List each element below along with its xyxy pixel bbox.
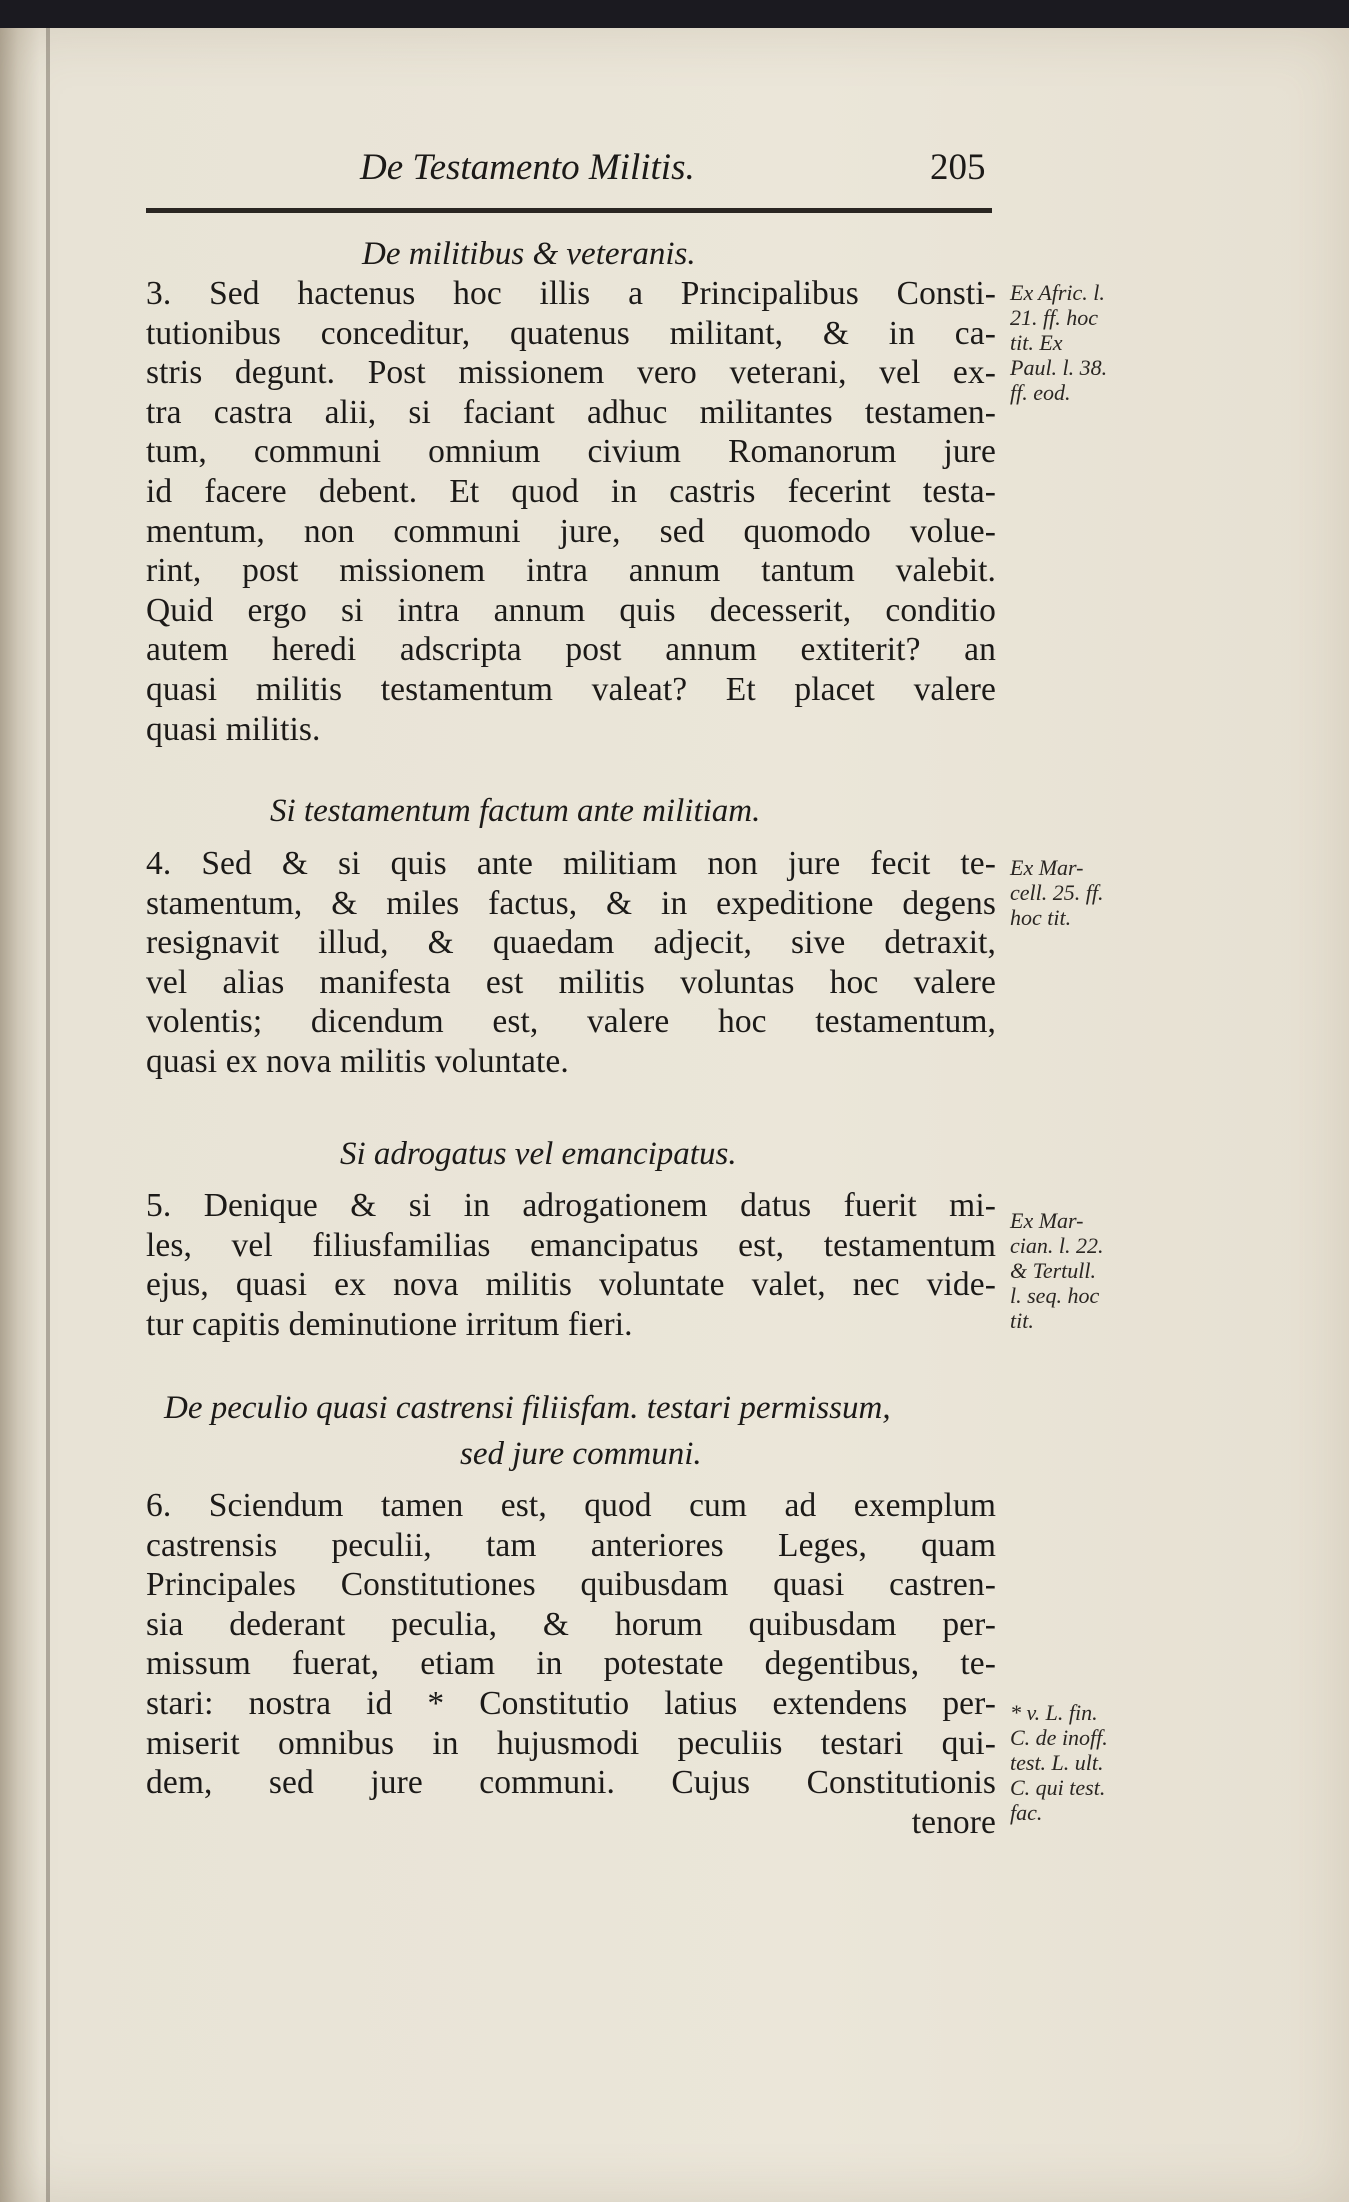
section-heading: Si adrogatus vel emancipatus. — [340, 1136, 737, 1172]
text-line: tra castra alii, si faciant adhuc militantes testamen- — [146, 393, 996, 431]
text-line: castrensis peculii, tam anteriores Leges, quam — [146, 1526, 996, 1564]
margin-note: Ex Mar- cell. 25. ff. hoc tit. — [1010, 855, 1104, 930]
text-line: quasi ex nova militis voluntate. — [146, 1042, 569, 1080]
text-line: dem, sed jure communi. Cujus Constitutionis — [146, 1764, 996, 1802]
paragraph-5 — [146, 1186, 996, 1344]
text-line: resignavit illud, & quaedam adjecit, sive detraxit, — [146, 924, 996, 962]
text-line: stris degunt. Post missionem vero veterani, vel ex- — [146, 354, 996, 392]
text-line: stari: nostra id * Constitutio latius extendens per- — [146, 1684, 996, 1722]
running-head: De Testamento Militis. — [360, 147, 695, 188]
text-line: tur capitis deminutione irritum fieri. — [146, 1305, 633, 1343]
text-line: Principales Constitutiones quibusdam quasi castren- — [146, 1566, 996, 1604]
margin-note: Ex Afric. l. 21. ff. hoc tit. Ex Paul. l. 38. ff. eod. — [1010, 280, 1108, 405]
paragraph-6 — [146, 1486, 996, 1842]
text-line: missum fuerat, etiam in potestate degentibus, te- — [146, 1645, 996, 1683]
text-line: sia dederant peculia, & horum quibusdam per- — [146, 1605, 996, 1643]
catchword: tenore — [911, 1803, 996, 1841]
text-line: vel alias manifesta est militis voluntas hoc valere — [146, 963, 996, 1001]
margin-note: * v. L. fin. C. de inoff. test. L. ult. C. qui test. fac. — [1010, 1700, 1108, 1825]
text-line: ejus, quasi ex nova militis voluntate valet, nec vide- — [146, 1266, 996, 1304]
text-line: 6. Sciendum tamen est, quod cum ad exemplum — [146, 1487, 996, 1524]
margin-note: Ex Mar- cian. l. 22. & Tertull. l. seq. hoc tit. — [1010, 1208, 1104, 1333]
text-line: id facere debent. Et quod in castris fecerint testa- — [146, 472, 996, 510]
paragraph-3 — [146, 274, 996, 749]
text-line: Quid ergo si intra annum quis decesserit, conditio — [146, 591, 996, 629]
text-line: tutionibus conceditur, quatenus militant, & in ca- — [146, 314, 996, 352]
text-line: miserit omnibus in hujusmodi peculiis testari qui- — [146, 1724, 996, 1762]
page-number: 205 — [930, 147, 986, 188]
text-line: rint, post missionem intra annum tantum valebit. — [146, 552, 996, 590]
text-line: mentum, non communi jure, sed quomodo volue- — [146, 512, 996, 550]
text-line: autem heredi adscripta post annum extiterit? an — [146, 631, 996, 669]
text-line: stamentum, & miles factus, & in expeditione degens — [146, 884, 996, 922]
text-line: les, vel filiusfamilias emancipatus est, testamentum — [146, 1226, 996, 1264]
section-heading: De peculio quasi castrensi filiisfam. testari permissum, — [164, 1390, 891, 1426]
text-line: 3. Sed hactenus hoc illis a Principalibus Consti- — [146, 275, 996, 312]
paragraph-4 — [146, 844, 996, 1082]
section-heading: De militibus & veteranis. — [362, 236, 696, 272]
text-line: 5. Denique & si in adrogationem datus fuerit mi- — [146, 1187, 996, 1224]
page-gutter — [46, 28, 50, 2202]
text-line: volentis; dicendum est, valere hoc testamentum, — [146, 1003, 996, 1041]
text-line: tum, communi omnium civium Romanorum jure — [146, 433, 996, 471]
text-line: quasi militis. — [146, 710, 321, 748]
section-heading: Si testamentum factum ante militiam. — [270, 793, 761, 829]
header-rule — [146, 208, 992, 213]
text-line: quasi militis testamentum valeat? Et placet valere — [146, 670, 996, 708]
text-line: 4. Sed & si quis ante militiam non jure fecit te- — [146, 845, 996, 882]
section-heading-continued: sed jure communi. — [460, 1436, 702, 1472]
